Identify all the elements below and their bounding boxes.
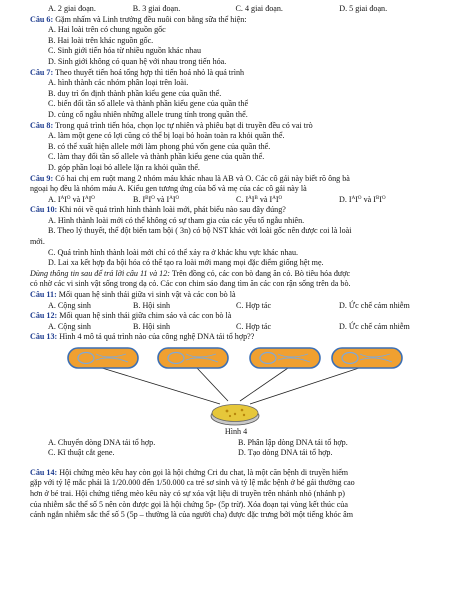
question-7	[30, 68, 442, 79]
question-label: Câu 12:	[30, 311, 58, 321]
q5-options	[30, 4, 442, 15]
option-d: D. Ức chế cảm nhiễm	[339, 321, 410, 331]
option-b: B. Hội sinh	[133, 321, 171, 331]
option-c: C. biến đổi tần số allele và thành phần kiểu gene của quần thể	[48, 99, 249, 109]
question-label: Câu 11:	[30, 290, 57, 300]
shared-info-intro: Dùng thông tin sau để trả lời câu 11 và 12:	[30, 268, 170, 278]
option-b: B. Phân lập dòng DNA tái tổ hợp.	[238, 437, 348, 447]
option-d: D. củng cố ngẫu nhiên những allele trung tính trong quần thể.	[48, 109, 248, 119]
question-14	[30, 468, 442, 479]
question-8	[30, 121, 442, 132]
bacteria-cell-icon	[158, 348, 228, 368]
question-text-cont: của nhiễm sắc thể số 5 nên còn được gọi là hội chứng 5p- (5p trừ). Xóa đoạn tại vùng kết thúc của	[30, 499, 348, 509]
question-label: Câu 6:	[30, 14, 54, 24]
option-a: A. Hai loài trên có chung nguồn gốc	[48, 25, 166, 35]
option-c: C. làm thay đổi tần số allele và thành phần kiểu gene của quần thể.	[48, 152, 265, 162]
q9-options	[30, 195, 442, 206]
option-d: D. Sinh giới không có quan hệ với nhau trong tiến hóa.	[48, 56, 227, 66]
question-text: Có hai chị em ruột mang 2 nhóm máu khác nhau là AB và O. Các cô gái này biết rõ ông bà	[53, 173, 350, 183]
option-a: A. 2 giai đoạn.	[48, 4, 96, 13]
question-label: Câu 10:	[30, 205, 58, 215]
question-text: Mối quan hệ sinh thái giữa vi sinh vật và các con bò là	[56, 290, 236, 300]
option-c: C. Sinh giới tiến hóa từ nhiều nguồn khác nhau	[48, 46, 201, 56]
question-text-cont: cánh ngắn nhiễm sắc thể số 5 (5p – thường là của người cha) được đặc trưng bởi một tiếng khóc âm	[30, 510, 354, 520]
option-d: D. Ức chế cảm nhiễm	[339, 300, 410, 310]
option-d: D. Tạo dòng DNA tái tổ hợp.	[238, 448, 333, 458]
option-a: A. làm một gene có lợi cũng có thể bị loại bỏ hoàn toàn ra khỏi quần thể.	[48, 131, 285, 141]
q13-options-row2	[30, 448, 442, 459]
question-13	[30, 332, 442, 343]
option-d: D. góp phần loại bỏ allele lặn ra khỏi quần thể.	[48, 162, 200, 172]
option-c: C. 4 giai đoạn.	[235, 4, 283, 13]
option-d: D. $I^AI^O$ và $I^BI^O$	[339, 194, 386, 204]
option-a: A. Chuyển dòng DNA tái tổ hợp.	[48, 437, 156, 447]
question-6	[30, 15, 442, 26]
question-label: Câu 8:	[30, 120, 54, 130]
option-b-cont: mới.	[30, 237, 45, 247]
question-text-cont: hơn ở bé trai. Hội chứng tiếng mèo kêu này có sự xóa vật liệu di truyền trên nhánh nhỏ (nhánh p)	[30, 488, 345, 498]
question-label: Câu 9:	[30, 173, 54, 183]
figure-caption: Hình 4	[224, 427, 248, 436]
question-text: Trong quá trình tiến hóa, chọn lọc tự nhiên và phiêu bạt di truyền đều có vai trò	[53, 120, 313, 130]
option-b: B. 3 giai đoạn.	[132, 4, 181, 13]
question-10	[30, 205, 442, 216]
shared-info	[30, 269, 442, 280]
question-11	[30, 290, 442, 301]
exam-page	[30, 0, 442, 521]
option-b: B. duy trì ổn định thành phần kiểu gene của quần thể.	[48, 88, 222, 98]
option-a: A. Cộng sinh	[48, 300, 91, 310]
option-b: B. Hai loài trên khác nguồn gốc.	[48, 35, 154, 45]
option-b: B. Hội sinh	[133, 300, 171, 310]
question-9	[30, 174, 442, 185]
question-text: Mối quan hệ sinh thái giữa chim sáo và các con bò là	[57, 311, 232, 321]
option-b: B. $I^BI^O$ và $I^AI^O$	[133, 194, 180, 204]
question-text: Khi nói về quá trình hình thành loài mới, phát biểu nào sau đây đúng?	[57, 205, 286, 215]
figure-4-illustration	[30, 344, 442, 427]
option-b: B. có thể xuất hiện allele mới làm phong phú vốn gene của quần thể.	[48, 141, 271, 151]
question-label: Câu 13:	[30, 332, 58, 342]
question-text: Hình 4 mô tả quá trình nào của công nghệ DNA tái tổ hợp??	[57, 332, 255, 342]
option-a: A. hình thành các nhóm phân loại trên loài.	[48, 78, 189, 88]
question-label: Câu 7:	[30, 67, 54, 77]
bacteria-cell-icon	[250, 348, 320, 368]
question-text-cont: ngoại họ đều là nhóm máu A. Kiểu gen tương ứng của bố và mẹ của các cô gái này là	[30, 184, 307, 194]
q12-options	[30, 322, 442, 333]
question-text-cont: gặp với tỷ lệ mắc phải là 1/20.000 đến 1/50.000 ca trẻ sơ sinh và tỷ lệ mắc bệnh ở bé gái thường cao	[30, 478, 355, 488]
question-text: Gặm nhấm và Linh trưởng đều nuôi con bằng sữa thể hiện:	[53, 14, 247, 24]
option-c: C. Kĩ thuật cắt gene.	[48, 448, 115, 458]
shared-info-text: Trên đồng cỏ, các con bò đang ăn cỏ. Bò tiêu hóa được	[169, 268, 351, 278]
option-c: C. Hợp tác	[236, 321, 272, 331]
option-c: C. Quá trình hình thành loài mới chỉ có thể xảy ra ở khác khu vực khác nhau.	[48, 247, 299, 257]
option-a: A. $I^AI^O$ và $I^AI^O$	[48, 194, 95, 204]
bacteria-cell-icon	[332, 348, 402, 368]
q13-options-row1	[30, 438, 442, 449]
question-text: Hội chứng mèo kêu hay còn gọi là hội chứng Cri du chat, là một căn bệnh di truyền hiếm	[57, 467, 349, 477]
option-c: C. Hợp tác	[236, 300, 272, 310]
question-text: Theo thuyết tiến hoá tổng hợp thì tiến hoá nhỏ là quá trình	[53, 67, 245, 77]
option-b: B. Theo lý thuyết, thể đột biến tam bội ( 3n) có bộ NST khác với loài gốc nên được coi là loài	[48, 226, 352, 236]
shared-info-cont: cỏ nhờ các vi sinh vật sống trong dạ cỏ. Các con chim sáo đang tìm ăn các con rận sống trên da bò.	[30, 279, 351, 289]
option-a: A. Hình thành loài mới có thể không có sự tham gia của các yếu tố ngẫu nhiên.	[48, 215, 305, 225]
bacteria-cell-icon	[68, 348, 138, 368]
option-d: D. Lai xa kết hợp đa bội hóa có thể tạo ra loài mới mang mọi đặc điểm giống hệt mẹ.	[48, 258, 324, 268]
q11-options	[30, 301, 442, 312]
option-c: C. $I^AI^B$ và $I^AI^O$	[236, 194, 283, 204]
petri-dish-icon	[211, 405, 259, 426]
option-a: A. Cộng sinh	[48, 321, 91, 331]
figure-4	[30, 344, 442, 427]
arrow-icon	[102, 368, 359, 404]
question-12	[30, 311, 442, 322]
question-label: Câu 14:	[30, 467, 58, 477]
option-d: D. 5 giai đoạn.	[339, 4, 388, 13]
